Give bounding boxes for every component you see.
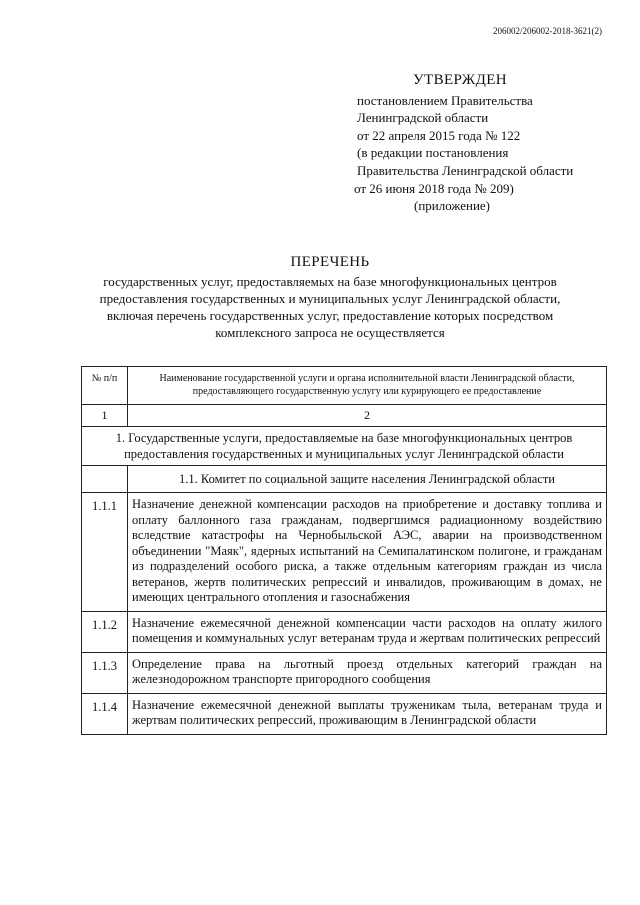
header-name-cell: Наименование государственной услуги и органа исполнительной власти Ленинградской области, предоставляющего государственную услугу или курирующего ее предоставление (128, 367, 607, 405)
row-number: 1.1.1 (82, 493, 128, 612)
column-number: 2 (128, 405, 607, 427)
approval-line: (приложение) (414, 198, 491, 214)
row-text: Назначение ежемесячной денежной компенсации части расходов на оплату жилого помещения и коммунальных услуг ветеранам труда и жертвам политических репрессий (128, 611, 607, 652)
subsection-title: 1.1. Комитет по социальной защите населения Ленинградской области (128, 466, 607, 493)
subsection-empty-cell (82, 466, 128, 493)
row-number: 1.1.2 (82, 611, 128, 652)
approval-line: от 22 апреля 2015 года № 122 (357, 127, 521, 143)
row-number: 1.1.4 (82, 693, 128, 734)
column-numbers-row (82, 405, 607, 427)
approval-heading: УТВЕРЖДЕН (413, 72, 508, 88)
approval-line: Правительства Ленинградской области (357, 162, 574, 178)
title-line: предоставления государственных и муниципальных услуг Ленинградской области, (99, 291, 561, 306)
row-text: Определение права на льготный проезд отдельных категорий граждан на железнодорожном транспорте пригородного сообщения (128, 652, 607, 693)
title-line: включая перечень государственных услуг, предоставление которых посредством (106, 308, 554, 323)
approval-line: (в редакции постановления (357, 145, 509, 161)
header-number-cell: № п/п (82, 367, 128, 405)
row-text: Назначение ежемесячной денежной выплаты труженикам тыла, ветеранам труда и жертвам политических репрессий, проживающим в Ленинградской области (128, 693, 607, 734)
table-row (82, 611, 607, 652)
table-row (82, 493, 607, 612)
table-header-row (82, 367, 607, 405)
approval-line: от 26 июня 2018 года № 209) (354, 180, 514, 196)
approval-line: постановлением Правительства (357, 92, 533, 108)
title-heading: ПЕРЕЧЕНЬ (290, 254, 370, 270)
services-table (81, 366, 607, 735)
row-text: Назначение денежной компенсации расходов на приобретение и доставку топлива и оплату баллонного газа гражданам, подвергшимся радиационному воздействию вследствие катастрофы на Чернобыльской АЭС, аварии на производственном объединении "Маяк", ядерных испытаний на Семипалатинском полигоне, и гражданам из подразделений особого риска, а также отдельным категориям граждан из числа ветеранов, жертв политических репрессий и инвалидов, проживающим в домах, не имеющих центрального отопления и газоснабжения (128, 493, 607, 612)
section-row (82, 427, 607, 466)
document-id: 206002/206002-2018-3621(2) (493, 26, 602, 36)
title-line: комплексного запроса не осуществляется (215, 325, 445, 340)
subsection-row (82, 466, 607, 493)
column-number: 1 (82, 405, 128, 427)
table-row (82, 693, 607, 734)
section-title: 1. Государственные услуги, предоставляемые на базе многофункциональных центров предоставления государственных и муниципальных услуг Ленинградской области (82, 427, 607, 466)
table-row (82, 652, 607, 693)
approval-stamp (354, 72, 574, 215)
document-title (70, 254, 590, 341)
row-number: 1.1.3 (82, 652, 128, 693)
approval-line: Ленинградской области (357, 110, 489, 126)
title-line: государственных услуг, предоставляемых на базе многофункциональных центров (103, 274, 557, 289)
